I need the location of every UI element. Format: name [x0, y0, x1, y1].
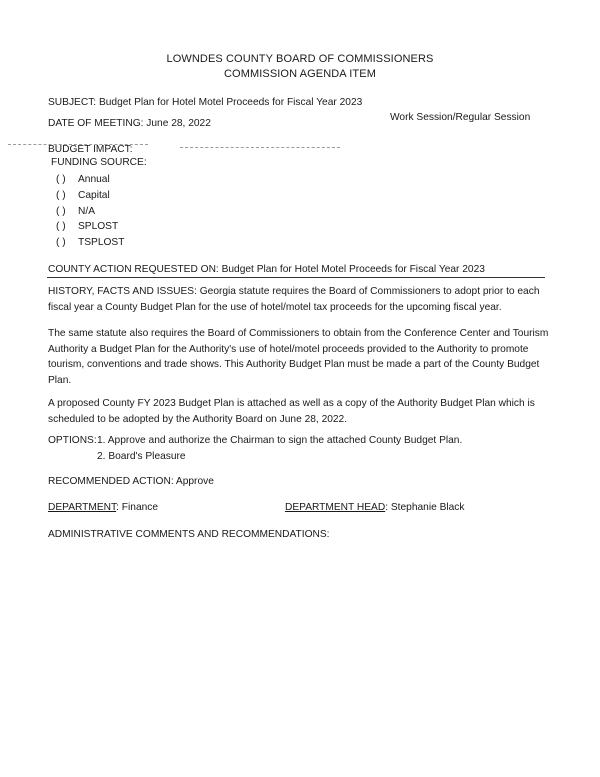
funding-option-splost	[56, 221, 118, 232]
option-label: SPLOST	[78, 221, 119, 232]
funding-option-na	[56, 206, 95, 217]
scan-artifact	[180, 147, 340, 148]
option-checkbox: ( )	[56, 237, 66, 248]
funding-option-capital	[56, 190, 110, 201]
department	[48, 502, 158, 513]
recommended-action: RECOMMENDED ACTION: Approve	[48, 476, 214, 487]
options-label: OPTIONS:	[48, 435, 97, 446]
funding-source-label: FUNDING SOURCE:	[51, 157, 147, 168]
department-label: DEPARTMENT	[48, 502, 117, 513]
option-checkbox: ( )	[56, 221, 66, 232]
option-label: N/A	[78, 206, 95, 217]
county-action-requested: COUNTY ACTION REQUESTED ON: Budget Plan for Hotel Motel Proceeds for Fiscal Year 2023	[48, 264, 485, 275]
option-checkbox: ( )	[56, 174, 66, 185]
funding-option-tsplost	[56, 237, 124, 248]
date-of-meeting: DATE OF MEETING: June 28, 2022	[48, 118, 211, 129]
subject-line: SUBJECT: Budget Plan for Hotel Motel Proceeds for Fiscal Year 2023	[48, 97, 363, 108]
session-type: Work Session/Regular Session	[390, 112, 531, 123]
department-value: : Finance	[116, 502, 159, 513]
option-item-2: 2. Board's Pleasure	[97, 451, 186, 462]
history-facts-issues: HISTORY, FACTS AND ISSUES: Georgia statute requires the Board of Commissioners to adopt prior to each fiscal year a County Budget Plan for the use of hotel/motel tax proceeds for the upcoming fiscal year.	[48, 286, 540, 313]
option-label: Annual	[78, 174, 110, 185]
option-label: Capital	[78, 190, 110, 201]
department-head	[285, 502, 465, 513]
budget-impact-label: BUDGET IMPACT:	[48, 144, 133, 155]
document-title: COMMISSION AGENDA ITEM	[224, 68, 376, 80]
option-checkbox: ( )	[56, 190, 66, 201]
department-head-label: DEPARTMENT HEAD	[285, 502, 386, 513]
department-head-value: : Stephanie Black	[385, 502, 465, 513]
administrative-comments: ADMINISTRATIVE COMMENTS AND RECOMMENDATIONS:	[48, 529, 330, 540]
section-divider	[47, 277, 545, 278]
option-label: TSPLOST	[78, 237, 125, 248]
option-checkbox: ( )	[56, 206, 66, 217]
funding-option-annual	[56, 174, 110, 185]
agency-title: LOWNDES COUNTY BOARD OF COMMISSIONERS	[166, 53, 434, 65]
statute-paragraph: The same statute also requires the Board of Commissioners to obtain from the Conference Center and Tourism Authority a Budget Plan for the Authority's use of hotel/motel proceeds provided to the Authority to promote tourism, conventions and trade shows. This Authority Budget Plan must be made a part of the County Budget Plan.	[48, 328, 549, 386]
proposed-plan-paragraph: A proposed County FY 2023 Budget Plan is attached as well as a copy of the Authority Budget Plan which is scheduled to be adopted by the Authority Board on June 28, 2022.	[48, 398, 535, 425]
option-item-1: 1. Approve and authorize the Chairman to sign the attached County Budget Plan.	[97, 435, 463, 446]
